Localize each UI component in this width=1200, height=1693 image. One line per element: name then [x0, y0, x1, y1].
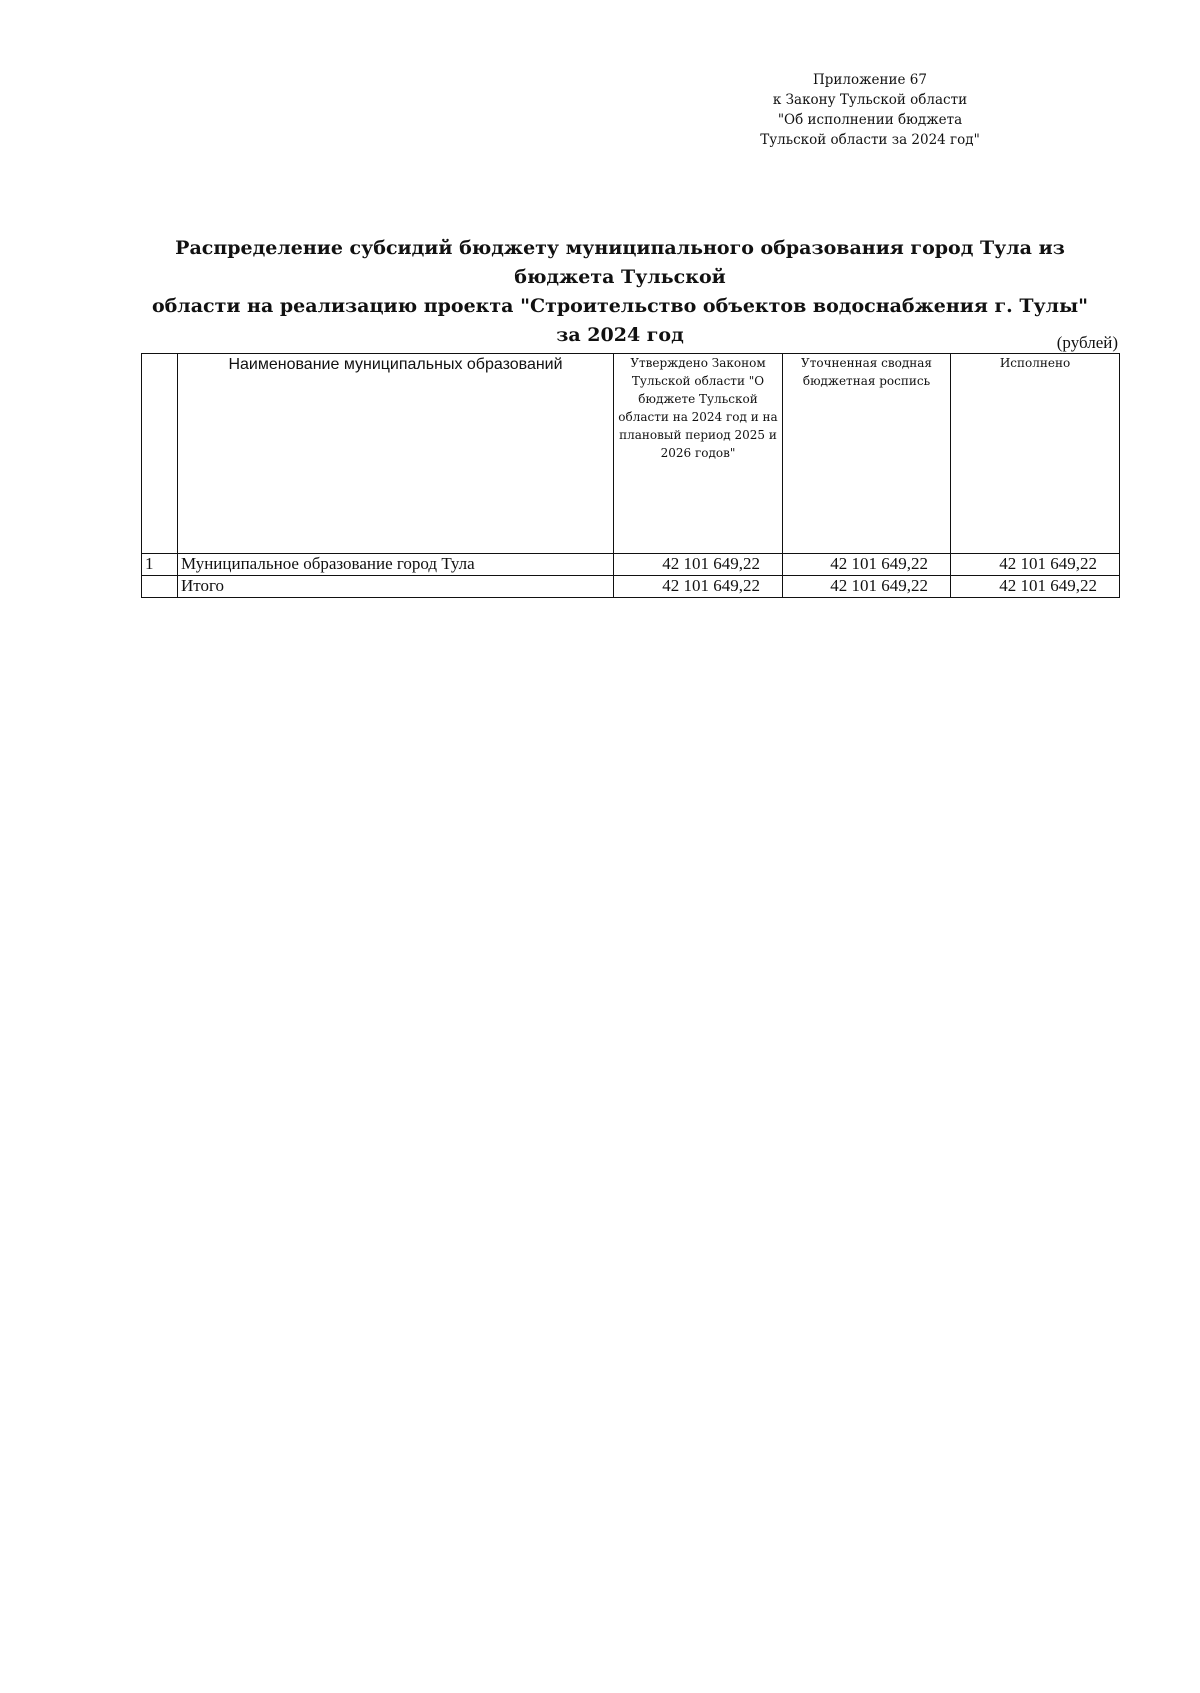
appendix-note	[740, 70, 1000, 150]
header-executed: Исполнено	[951, 354, 1120, 554]
row-num: 1	[142, 554, 178, 576]
title-line: Распределение субсидий бюджету муниципального образования город Тула из бюджета Тульской	[175, 237, 1065, 288]
units-label: (рублей)	[1056, 333, 1118, 352]
row-executed: 42 101 649,22	[951, 576, 1120, 598]
header-refined: Уточненная сводная бюджетная роспись	[783, 354, 951, 554]
table-row-total	[142, 576, 1120, 598]
appendix-line: "Об исполнении бюджета	[777, 112, 963, 128]
header-num	[142, 354, 178, 554]
row-executed: 42 101 649,22	[951, 554, 1120, 576]
row-name: Итого	[178, 576, 614, 598]
row-approved: 42 101 649,22	[614, 576, 783, 598]
header-name: Наименование муниципальных образований	[178, 354, 614, 554]
appendix-line: к Закону Тульской области	[772, 92, 968, 108]
row-num	[142, 576, 178, 598]
row-approved: 42 101 649,22	[614, 554, 783, 576]
distribution-table	[141, 353, 1120, 598]
title-line: области на реализацию проекта "Строительство объектов водоснабжения г. Тулы" за 2024 год	[151, 295, 1089, 346]
row-refined: 42 101 649,22	[783, 576, 951, 598]
appendix-line: Тульской области за 2024 год"	[760, 132, 980, 148]
table-header-row	[142, 354, 1120, 554]
table-row	[142, 554, 1120, 576]
header-approved: Утверждено Законом Тульской области "О бюджете Тульской области на 2024 год и на плановый период 2025 и 2026 годов"	[614, 354, 783, 554]
document-title	[140, 234, 1100, 350]
row-name: Муниципальное образование город Тула	[178, 554, 614, 576]
appendix-line: Приложение 67	[813, 72, 927, 88]
row-refined: 42 101 649,22	[783, 554, 951, 576]
